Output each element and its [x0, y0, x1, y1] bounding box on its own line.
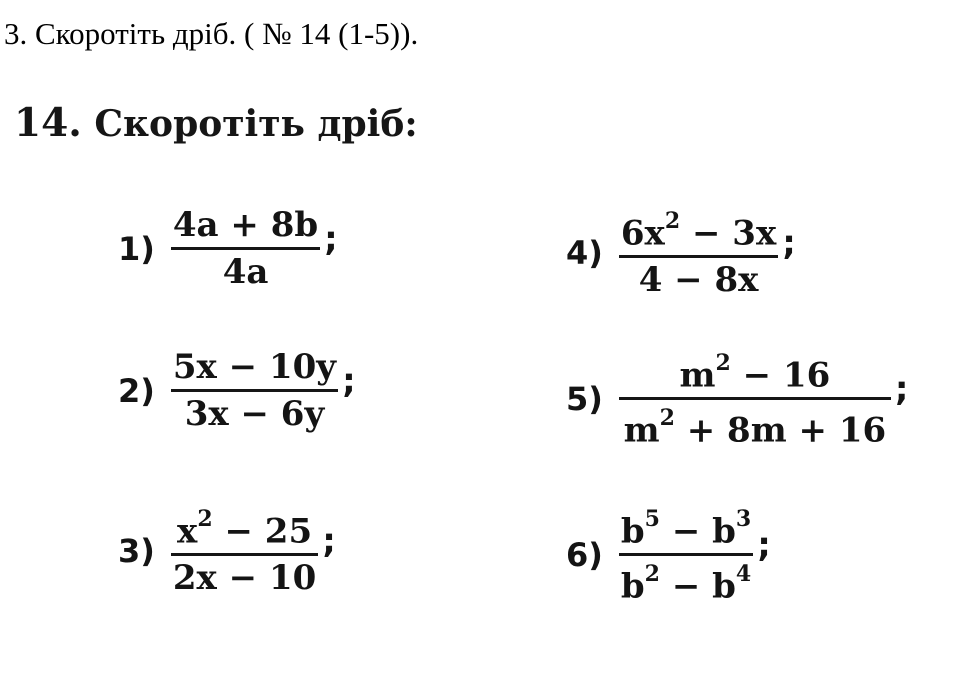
fraction [171, 205, 320, 292]
exercise-heading [14, 100, 418, 146]
term: m [679, 355, 716, 396]
fraction [619, 205, 778, 300]
problem-6 [566, 503, 771, 607]
term: − 25 [212, 511, 313, 552]
term: b [620, 566, 645, 607]
exercise-number: 14. [14, 100, 82, 146]
fraction [171, 503, 318, 598]
fraction [171, 347, 338, 434]
numerator [619, 205, 778, 253]
term: − b [659, 511, 736, 552]
denominator: 4a [222, 252, 269, 292]
fraction-bar [619, 255, 778, 258]
problem-label: 5) [566, 379, 603, 418]
semicolon: ; [324, 218, 338, 259]
numerator: 5x − 10y [172, 347, 337, 387]
term: 6x [620, 213, 665, 254]
semicolon: ; [782, 222, 796, 263]
problem-3 [118, 503, 336, 598]
fraction-bar [619, 553, 753, 556]
exponent: 2 [715, 350, 731, 376]
term: b [620, 511, 645, 552]
exponent: 5 [644, 506, 660, 532]
fraction [619, 347, 891, 451]
problem-1 [118, 205, 338, 292]
term: + 8m + 16 [674, 410, 887, 451]
numerator: 4a + 8b [172, 205, 319, 245]
exponent: 2 [197, 506, 213, 532]
numerator [619, 503, 753, 551]
fraction-bar [171, 247, 320, 250]
semicolon: ; [342, 360, 356, 401]
denominator [619, 558, 753, 606]
term: x [177, 511, 198, 552]
problem-label: 4) [566, 233, 603, 272]
exponent: 4 [735, 561, 752, 588]
exponent: 2 [664, 208, 681, 234]
exponent: 2 [644, 561, 660, 588]
problem-label: 6) [566, 535, 603, 574]
fraction-bar [171, 553, 318, 556]
problem-2 [118, 347, 356, 434]
problem-label: 1) [118, 229, 155, 268]
term: m [623, 410, 660, 451]
problem-label: 2) [118, 371, 155, 410]
term: − b [659, 566, 736, 607]
fraction-bar [619, 397, 891, 400]
semicolon: ; [322, 520, 336, 561]
term: − 3x [680, 213, 777, 254]
exponent: 3 [735, 506, 752, 532]
denominator: 2x − 10 [172, 558, 317, 599]
task-instruction: 3. Скоротіть дріб. ( № 14 (1-5)). [4, 16, 419, 51]
denominator: 3x − 6y [184, 394, 325, 434]
numerator [175, 503, 314, 551]
semicolon: ; [757, 524, 771, 565]
semicolon: ; [894, 368, 909, 409]
exercise-title: Скоротіть дріб: [94, 103, 418, 145]
exponent: 2 [659, 405, 675, 432]
denominator [622, 402, 889, 450]
term: − 16 [730, 355, 831, 396]
problem-label: 3) [118, 531, 155, 570]
problem-5 [566, 347, 909, 451]
denominator: 4 − 8x [638, 260, 759, 301]
numerator [678, 347, 833, 395]
fraction [619, 503, 753, 607]
fraction-bar [171, 389, 338, 392]
problem-4 [566, 205, 796, 300]
